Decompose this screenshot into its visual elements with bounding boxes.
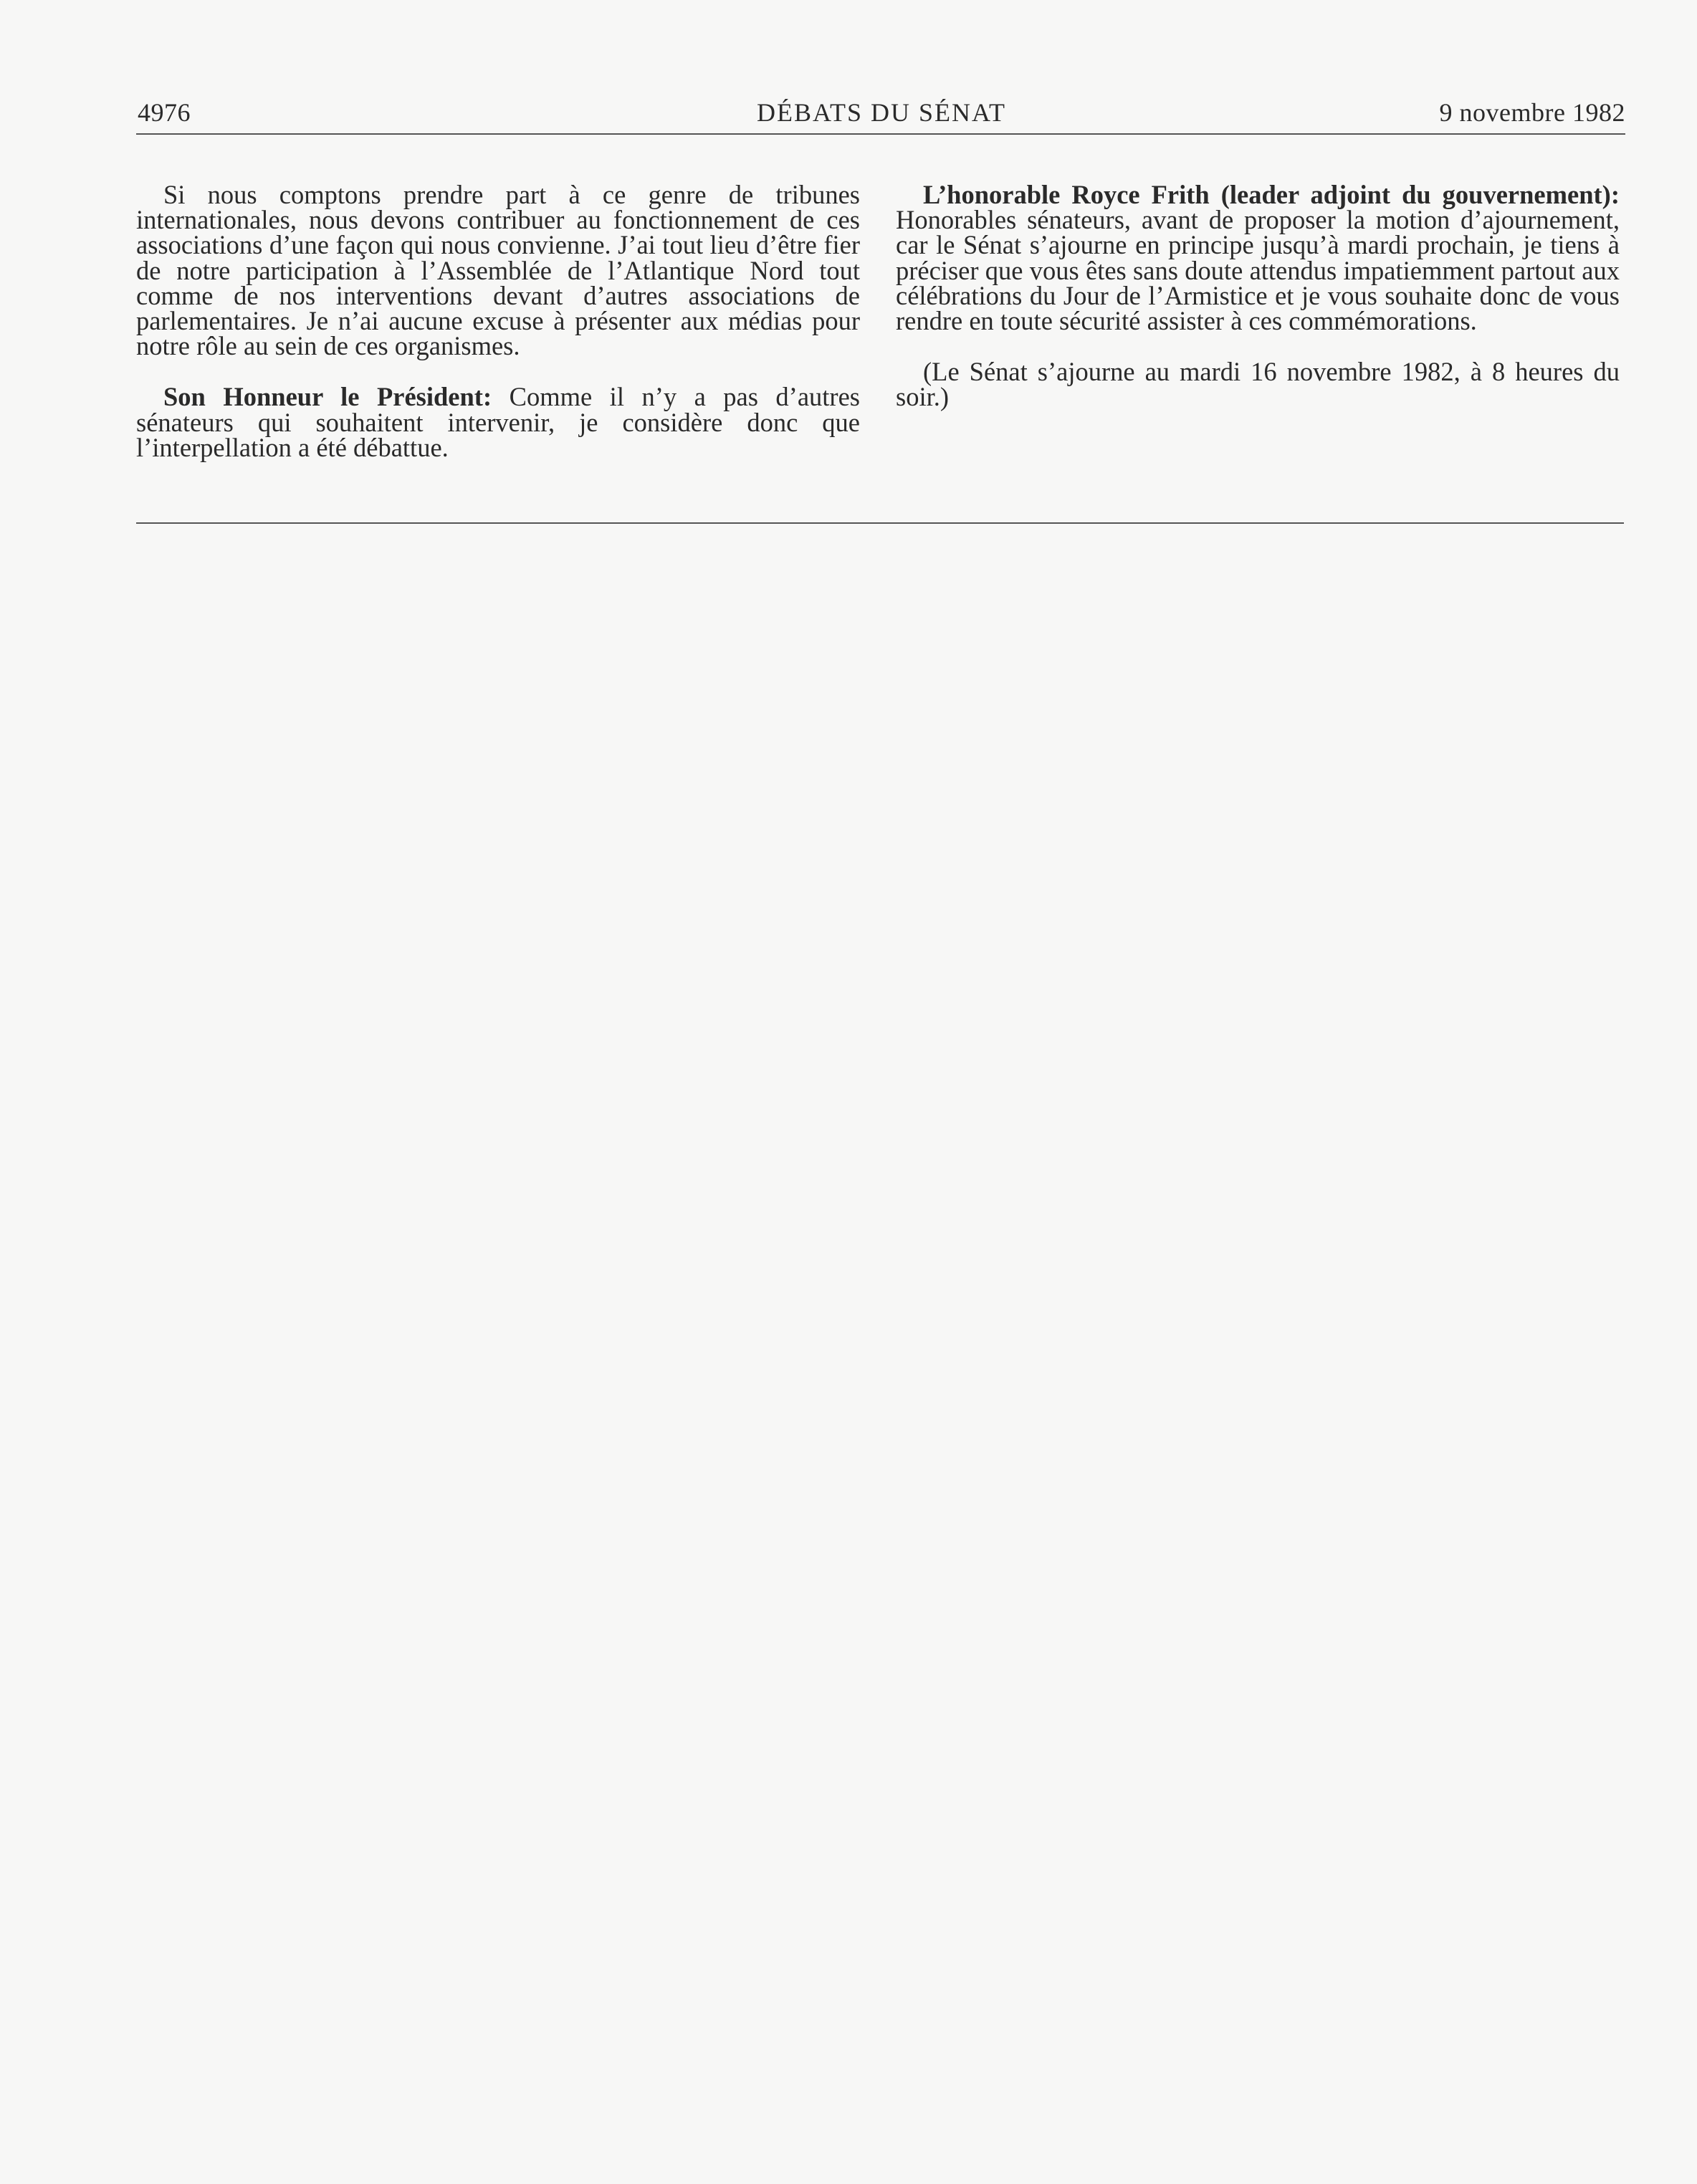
paragraph — [136, 384, 860, 460]
speaker-name: L’honorable Royce Frith (leader adjoint du gouvernement): — [923, 180, 1620, 209]
paragraph-text: Comme il n’y a pas d’autres sénateurs qui souhaitent intervenir, je considère donc que l’interpellation a été débattue. — [136, 382, 860, 462]
issue-date: 9 novembre 1982 — [1439, 98, 1625, 127]
end-rule — [136, 522, 1624, 524]
speaker-name: Son Honneur le Président: — [163, 382, 492, 412]
page-number: 4976 — [138, 98, 191, 127]
paragraph-text: Si nous comptons prendre part à ce genre de tribunes internationales, nous devons contribuer au fonctionnement de ces associations d’une façon qui nous convienne. J’ai tout lieu d’être fier de notre participation à l’Assemblée de l’Atlantique Nord tout comme de nos interventions devant d’autres associations de parlementaires. Je n’ai aucune excuse à présenter aux médias pour notre rôle au sein de ces organismes. — [136, 180, 860, 361]
paragraph — [896, 180, 1620, 336]
right-column — [896, 182, 1620, 436]
header-rule — [136, 133, 1625, 135]
paragraph — [136, 180, 860, 361]
left-column — [136, 182, 860, 486]
paragraph-text: (Le Sénat s’ajourne au mardi 16 novembre 1982, à 8 heures du soir.) — [896, 357, 1620, 412]
publication-title: DÉBATS DU SÉNAT — [756, 98, 1007, 127]
paragraph-text: Honorables sénateurs, avant de proposer la motion d’ajournement, car le Sénat s’ajourne en principe jusqu’à mardi prochain, je tiens à préciser que vous êtes sans doute attendus impatiemment partout aux célébrations du Jour de l’Armistice et je vous souhaite donc de vous rendre en toute sécurité assister à ces commémorations. — [896, 205, 1620, 336]
running-head — [138, 97, 1625, 133]
adjournment-note — [896, 357, 1620, 412]
